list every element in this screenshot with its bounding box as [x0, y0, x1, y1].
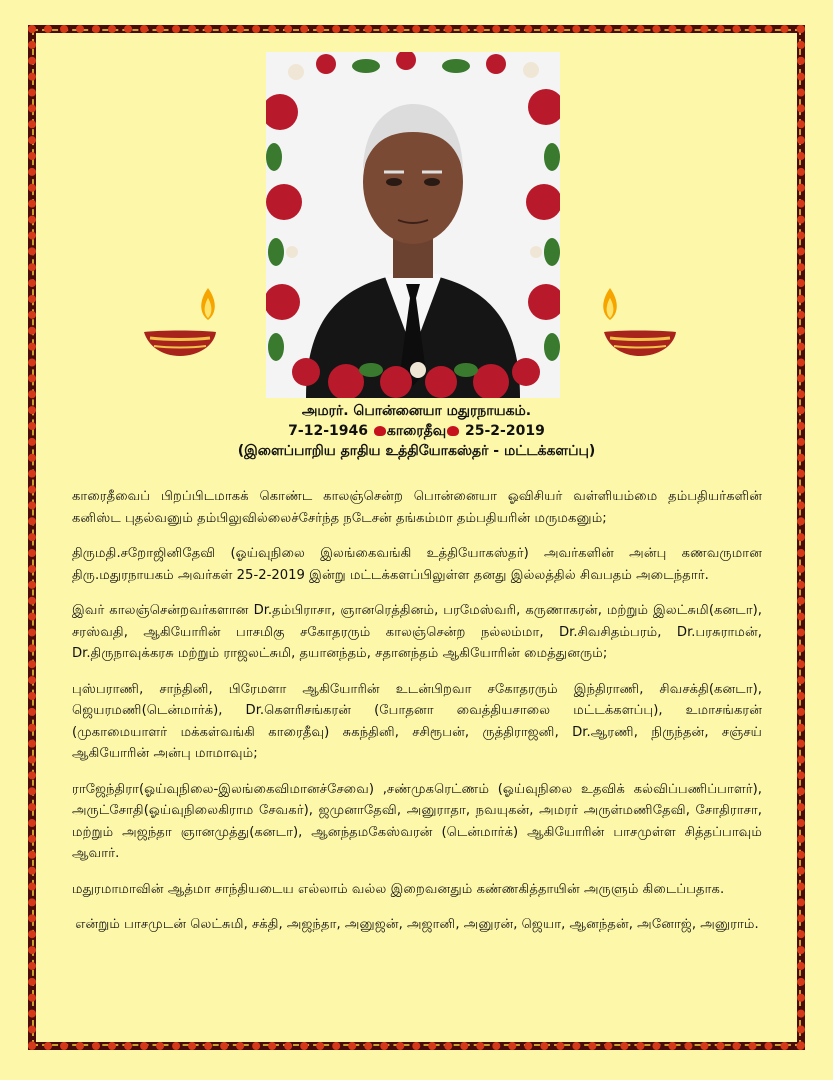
paragraph: புஸ்பராணி, சாந்தினி, பிரேமளா ஆகியோரின் உடன்பிறவா சகோதரரும் இந்திராணி, சிவசக்தி(கனடா), ஜெயரமணி(டென்மார்க்), Dr.கௌரிசங்கரன் (போதனா வைத்தியசாலை மட்டக்களப்பு), உமாசங்கரன் (முகாமையாளர் மக்கள்வங்கி காரைதீவு) சுகந்தினி, சசிரூபன், ருத்திராஜனி, Dr.ஆரணி, நிருந்தன், சஞ்சய் ஆகியோரின் அன்பு மாமாவும்;	[72, 681, 762, 761]
life-dates	[60, 421, 773, 441]
closing-signature: என்றும் பாசமுடன் லெட்சுமி, சக்தி, அஜந்தா, அனுஜன், அஜானி, அனுரன், ஜெயா, ஆனந்தன், அனோஜ், அனுராம்.	[75, 917, 759, 932]
paragraph: ராஜேந்திரா(ஓய்வுநிலை-இலங்கைவிமானச்சேவை) ,சண்முகரெட்ணம் (ஓய்வுநிலை உதவிக் கல்விப்பணிப்பாளர்), அருட்சோதி(ஓய்வுநிலைகிராம சேவகர்), ஜமுனாதேவி, அனுராதா, நவயுகன், அமரர் அருள்மணிதேவி, சோதிராசா, மற்றும் அஜந்தா ஞானமுத்து(கனடா), ஆனந்தமகேஸ்வரன் (டென்மார்க்) ஆகியோரின் பாசமுள்ள சித்தப்பாவும் ஆவார்.	[72, 781, 762, 861]
paragraph: திருமதி.சறோஜினிதேவி (ஓய்வுநிலை இலங்கைவங்கி உத்தியோகஸ்தர்) அவர்களின் அன்பு கணவருமான திரு.மதுரநாயகம் அவர்கள் 25-2-2019 இன்று மட்டக்களப்பிலுள்ள தனது இல்லத்தில் சிவபதம் அடைந்தார்.	[72, 546, 762, 583]
obituary-text	[72, 486, 762, 950]
designation: (இளைப்பாறிய தாதிய உத்தியோகஸ்தர் - மட்டக்களப்பு)	[237, 443, 596, 459]
memorial-portrait	[266, 52, 560, 398]
death-date: 25-2-2019	[465, 423, 545, 439]
paragraph: காரைதீவைப் பிறப்பிடமாகக் கொண்ட காலஞ்சென்ற பொன்னையா ஓவிசியர் வள்ளியம்மை தம்பதியர்களின் கனிஸ்ட புதல்வனும் தம்பிலுவில்லைச்சேர்ந்த நடேசன் தங்கம்மா தம்பதியரின் மருமகனும்;	[72, 489, 762, 526]
birth-date: 7-12-1946	[288, 423, 368, 439]
oil-lamp-icon	[140, 280, 220, 360]
oil-lamp-icon	[598, 280, 680, 360]
portrait-image	[266, 52, 560, 398]
deceased-name: அமரர். பொன்னையா மதுரநாயகம்.	[301, 403, 532, 419]
paragraph: இவர் காலஞ்சென்றவர்களான Dr.தம்பிராசா, ஞானரெத்தினம், பரமேஸ்வரி, கருணாகரன், மற்றும் இலட்சுமி(கனடா), சரஸ்வதி, ஆகியோரின் பாசமிகு சகோதரரும் காலஞ்சென்ற நல்லம்மா, Dr.சிவசிதம்பரம், Dr.பரசுராமன், Dr.திருநாவுக்கரசு மற்றும் ராஜலட்சுமி, தயானந்தம், சதானந்தம் ஆகியோரின் மைத்துனரும்;	[72, 603, 762, 661]
memorial-header	[60, 401, 773, 461]
rose-icon	[374, 426, 386, 436]
birth-place: காரைதீவு	[386, 423, 447, 439]
rose-icon	[447, 426, 459, 436]
paragraph: மதுரமாமாவின் ஆத்மா சாந்தியடைய எல்லாம் வல்ல இறைவனதும் கண்ணகித்தாயின் அருளும் கிடைப்பதாக.	[72, 881, 725, 897]
